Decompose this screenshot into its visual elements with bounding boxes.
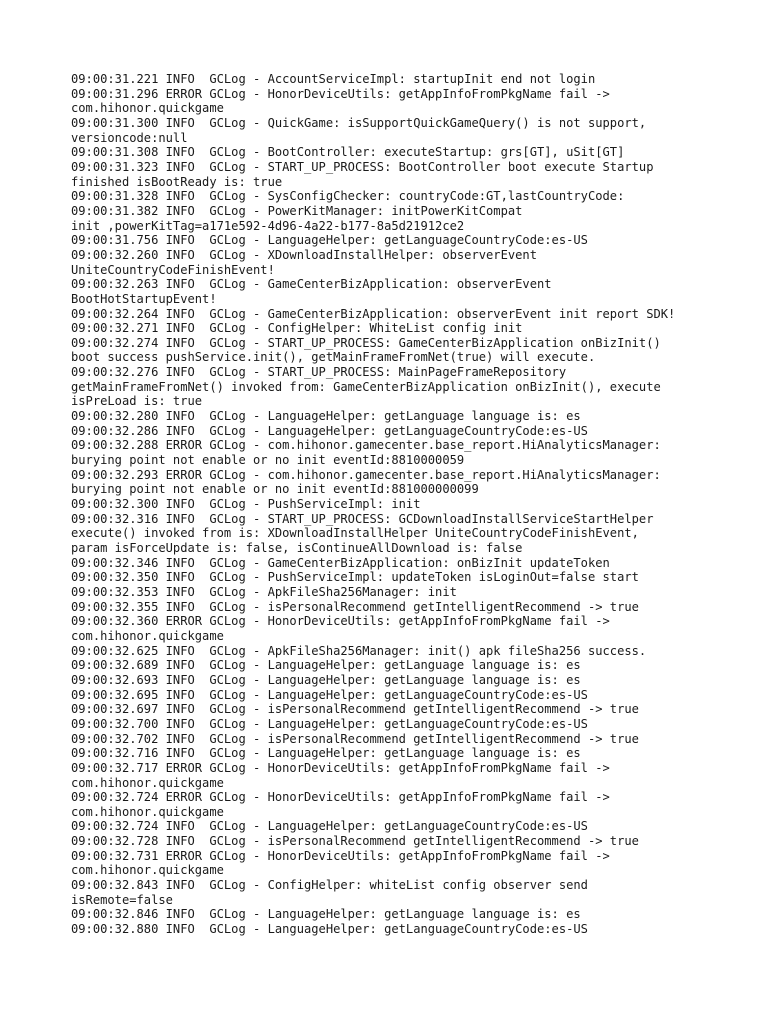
log-line: 09:00:32.689 INFO GCLog - LanguageHelper: getLanguage language is: es <box>71 658 581 673</box>
log-line: 09:00:31.221 INFO GCLog - AccountServiceImpl: startupInit end not login <box>71 72 596 86</box>
log-line: com.hihonor.quickgame <box>71 863 224 878</box>
log-line: 09:00:32.716 INFO GCLog - LanguageHelper: getLanguage language is: es <box>71 746 581 761</box>
log-line: 09:00:32.286 INFO GCLog - LanguageHelper: getLanguageCountryCode:es-US <box>71 423 588 438</box>
log-line: 09:00:32.360 ERROR GCLog - HonorDeviceUtils: getAppInfoFromPkgName fail -> <box>71 614 610 629</box>
log-line: 09:00:32.353 INFO GCLog - ApkFileSha256Manager: init <box>71 584 457 599</box>
log-line: 09:00:32.280 INFO GCLog - LanguageHelper: getLanguage language is: es <box>71 409 581 424</box>
log-line: 09:00:32.700 INFO GCLog - LanguageHelper: getLanguageCountryCode:es-US <box>71 716 588 731</box>
log-line: 09:00:31.296 ERROR GCLog - HonorDeviceUtils: getAppInfoFromPkgName fail -> <box>71 86 610 101</box>
log-line: 09:00:32.693 INFO GCLog - LanguageHelper: getLanguage language is: es <box>71 672 581 687</box>
log-line: execute() invoked from is: XDownloadInstallHelper UniteCountryCodeFinishEvent, <box>71 526 639 541</box>
log-line: UniteCountryCodeFinishEvent! <box>71 262 275 277</box>
log-line: burying point not enable or no init eventId:881000000099 <box>71 482 479 497</box>
log-line: 09:00:32.316 INFO GCLog - START_UP_PROCESS: GCDownloadInstallServiceStartHelper <box>71 511 654 526</box>
log-line: 09:00:32.724 INFO GCLog - LanguageHelper: getLanguageCountryCode:es-US <box>71 819 588 834</box>
log-line: 09:00:31.756 INFO GCLog - LanguageHelper: getLanguageCountryCode:es-US <box>71 233 588 248</box>
log-line: 09:00:32.731 ERROR GCLog - HonorDeviceUtils: getAppInfoFromPkgName fail -> <box>71 848 610 863</box>
log-line: burying point not enable or no init eventId:8810000059 <box>71 453 465 468</box>
log-line: com.hihonor.quickgame <box>71 101 224 116</box>
log-line: 09:00:32.728 INFO GCLog - isPersonalRecommend getIntelligentRecommend -> true <box>71 834 639 849</box>
log-line: versioncode:null <box>71 130 188 145</box>
log-line: 09:00:32.350 INFO GCLog - PushServiceImpl: updateToken isLoginOut=false start <box>71 570 639 585</box>
log-line: 09:00:32.695 INFO GCLog - LanguageHelper: getLanguageCountryCode:es-US <box>71 687 588 702</box>
log-line: 09:00:32.260 INFO GCLog - XDownloadInstallHelper: observerEvent <box>71 247 537 262</box>
log-line: param isForceUpdate is: false, isContinueAllDownload is: false <box>71 541 523 555</box>
log-line: 09:00:32.880 INFO GCLog - LanguageHelper: getLanguageCountryCode:es-US <box>71 922 588 937</box>
log-line: com.hihonor.quickgame <box>71 804 224 819</box>
log-line: 09:00:32.288 ERROR GCLog - com.hihonor.gamecenter.base_report.HiAnalyticsManager: <box>71 438 661 453</box>
log-line: isPreLoad is: true <box>71 394 203 409</box>
log-line: 09:00:32.276 INFO GCLog - START_UP_PROCESS: MainPageFrameRepository <box>71 365 567 380</box>
log-line: 09:00:32.625 INFO GCLog - ApkFileSha256Manager: init() apk fileSha256 success. <box>71 643 647 658</box>
log-line: 09:00:32.293 ERROR GCLog - com.hihonor.gamecenter.base_report.HiAnalyticsManager: <box>71 467 661 482</box>
log-line: 09:00:31.300 INFO GCLog - QuickGame: isSupportQuickGameQuery() is not support, <box>71 115 647 130</box>
log-line: 09:00:32.702 INFO GCLog - isPersonalRecommend getIntelligentRecommend -> true <box>71 731 639 746</box>
log-line: 09:00:31.328 INFO GCLog - SysConfigChecker: countryCode:GT,lastCountryCode: <box>71 189 625 204</box>
log-line: 09:00:32.846 INFO GCLog - LanguageHelper: getLanguage language is: es <box>71 907 581 922</box>
log-line: finished isBootReady is: true <box>71 174 283 189</box>
log-line: 09:00:31.323 INFO GCLog - START_UP_PROCESS: BootController boot execute Startup <box>71 159 654 174</box>
log-line: 09:00:32.300 INFO GCLog - PushServiceImpl: init <box>71 497 421 512</box>
log-line: 09:00:32.263 INFO GCLog - GameCenterBizApplication: observerEvent <box>71 277 552 292</box>
log-line: 09:00:32.697 INFO GCLog - isPersonalRecommend getIntelligentRecommend -> true <box>71 702 639 717</box>
log-line: getMainFrameFromNet() invoked from: GameCenterBizApplication onBizInit(), execute <box>71 379 661 394</box>
log-line: BootHotStartupEvent! <box>71 291 217 306</box>
log-line: 09:00:31.308 INFO GCLog - BootController: executeStartup: grs[GT], uSit[GT] <box>71 145 625 160</box>
log-line: com.hihonor.quickgame <box>71 628 224 643</box>
log-text-block <box>71 72 711 937</box>
log-line: 09:00:32.843 INFO GCLog - ConfigHelper: whiteList config observer send <box>71 878 588 893</box>
log-line: 09:00:32.717 ERROR GCLog - HonorDeviceUtils: getAppInfoFromPkgName fail -> <box>71 760 610 775</box>
log-line: 09:00:32.271 INFO GCLog - ConfigHelper: WhiteList config init <box>71 321 523 336</box>
log-line: 09:00:32.274 INFO GCLog - START_UP_PROCESS: GameCenterBizApplication onBizInit() <box>71 335 661 350</box>
log-line: 09:00:32.346 INFO GCLog - GameCenterBizApplication: onBizInit updateToken <box>71 555 610 570</box>
log-line: isRemote=false <box>71 892 173 907</box>
log-line: boot success pushService.init(), getMainFrameFromNet(true) will execute. <box>71 350 596 365</box>
log-line: init ,powerKitTag=a171e592-4d96-4a22-b177-8a5d21912ce2 <box>71 218 465 233</box>
log-line: 09:00:32.355 INFO GCLog - isPersonalRecommend getIntelligentRecommend -> true <box>71 599 639 614</box>
log-line: 09:00:32.724 ERROR GCLog - HonorDeviceUtils: getAppInfoFromPkgName fail -> <box>71 790 610 805</box>
log-line: 09:00:32.264 INFO GCLog - GameCenterBizApplication: observerEvent init report SDK! <box>71 306 676 321</box>
log-line: 09:00:31.382 INFO GCLog - PowerKitManager: initPowerKitCompat <box>71 203 523 218</box>
log-line: com.hihonor.quickgame <box>71 775 224 790</box>
